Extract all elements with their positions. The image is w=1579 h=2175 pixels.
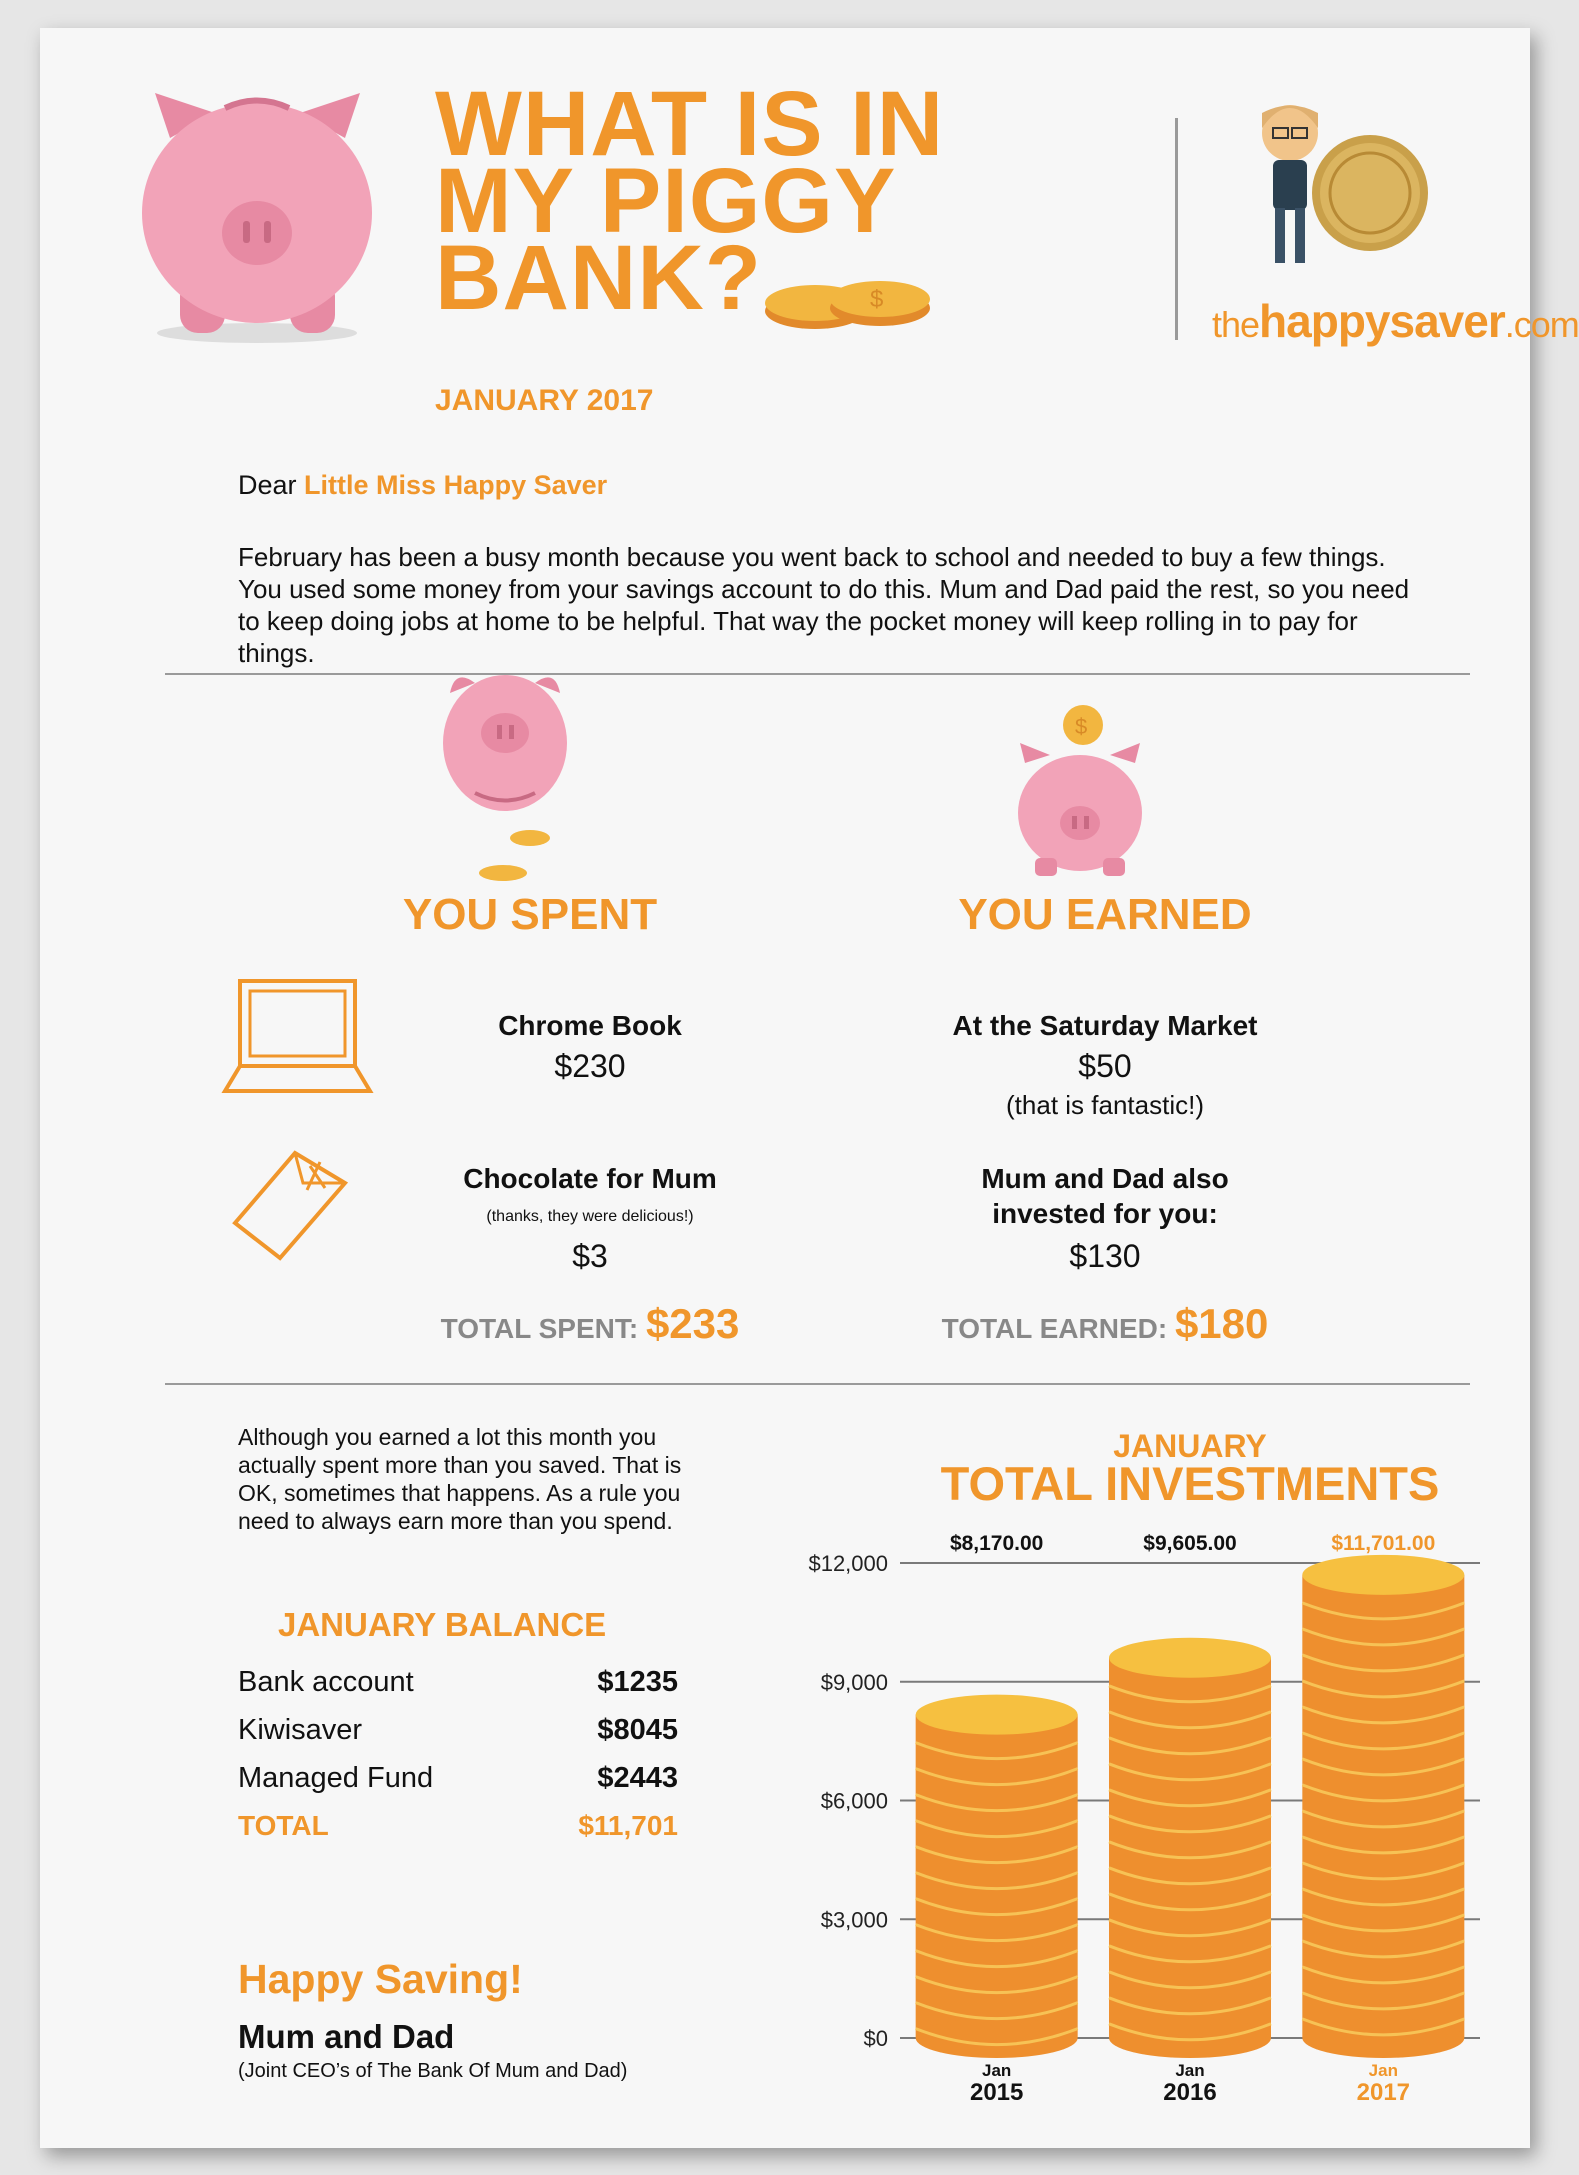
earned-title: YOU EARNED [958,890,1252,939]
svg-text:$: $ [870,286,884,313]
category-label-month: Jan [1175,2061,1205,2080]
earned-item-name: invested for you: [992,1198,1218,1229]
balance-row: Managed Fund $2443 [238,1762,678,1794]
page-title: WHAT IS IN MY PIGGY BANK? [435,73,945,329]
total-spent: TOTAL SPENT: $233 [440,1300,740,1347]
balance-row: Kiwisaver $8045 [238,1714,678,1746]
y-tick-label: $9,000 [820,1669,888,1695]
y-tick-label: $6,000 [820,1788,888,1814]
statement-month: JANUARY 2017 [435,384,654,417]
balance-total: TOTAL $11,701 [238,1810,678,1841]
section-divider [165,1383,1470,1385]
y-tick-label: $3,000 [820,1907,888,1933]
earned-item-amount: $130 [1069,1238,1141,1274]
spent-item-amount: $3 [572,1238,608,1274]
chart-title-line2: TOTAL INVESTMENTS [940,1457,1440,1510]
earned-item-name: Mum and Dad also [981,1163,1229,1194]
coin-stack-bar [1109,1638,1271,2058]
balance-row: Bank account $1235 [238,1666,678,1698]
signoff-note: (Joint CEO’s of The Bank Of Mum and Dad) [238,2060,628,2082]
recipient-name: Little Miss Happy Saver [304,470,608,500]
spent-item-name: Chrome Book [498,1010,682,1041]
spent-title: YOU SPENT [402,890,658,939]
happy-saver-mascot-icon [1205,88,1445,288]
coin-stack-bar [916,1695,1078,2058]
category-label-month: Jan [1368,2061,1398,2080]
y-tick-label: $0 [863,2026,888,2051]
total-spent-value: $233 [645,1300,740,1347]
earned-item-note: (that is fantastic!) [1006,1090,1204,1120]
signoff-from: Mum and Dad [238,2018,455,2055]
signoff-greeting: Happy Saving! [238,1956,523,2002]
svg-text:$: $ [1075,714,1088,739]
value-label: $9,605.00 [1143,1532,1237,1555]
spent-item-name: Chocolate for Mum [463,1163,717,1194]
category-label-year: 2015 [969,2079,1024,2106]
y-tick-label: $12,000 [808,1551,888,1576]
summary-paragraph: Although you earned a lot this month you actually spent more than you saved. That is OK, sometimes that happens. As a rule you need to always earn more than you spend. [238,1424,682,1534]
chocolate-bar-icon [225,1138,355,1268]
intro-paragraph: February has been a busy month because you went back to school and needed to buy a few things. You used some money from your savings account to do this. Mum and Dad paid the rest, so you need to keep doing jobs at home to be helpful. That way the pocket money will keep rolling in to pay for things. [238,542,1410,668]
total-earned-value: $180 [1174,1300,1269,1347]
category-label-month: Jan [982,2061,1012,2080]
total-earned: TOTAL EARNED: $180 [941,1300,1269,1347]
category-label-year: 2016 [1163,2079,1217,2106]
value-label: $8,170.00 [949,1532,1044,1555]
header-divider [1175,118,1178,340]
chart-title-line1: JANUARY [1113,1428,1267,1464]
piggy-bank-icon [125,83,390,353]
investments-chart [740,1508,1480,2108]
upside-down-piggy-icon [425,673,585,883]
earned-item-name: At the Saturday Market [952,1010,1258,1041]
earned-item-amount: $50 [1078,1048,1132,1084]
coin-stack-bar [1302,1555,1464,2058]
balance-title: JANUARY BALANCE [278,1606,607,1643]
salutation: Dear Little Miss Happy Saver [238,470,608,500]
category-label-year: 2017 [1356,2079,1411,2106]
section-divider [165,673,1470,675]
value-label: $11,701.00 [1331,1532,1436,1555]
statement-page [40,28,1579,2148]
spent-item-note: (thanks, they were delicious!) [486,1208,694,1225]
brand-logo: thehappysaver.com [1212,295,1579,347]
piggy-coin-drop-icon [1005,703,1155,878]
spent-item-amount: $230 [554,1048,626,1084]
coins-icon [760,263,940,343]
